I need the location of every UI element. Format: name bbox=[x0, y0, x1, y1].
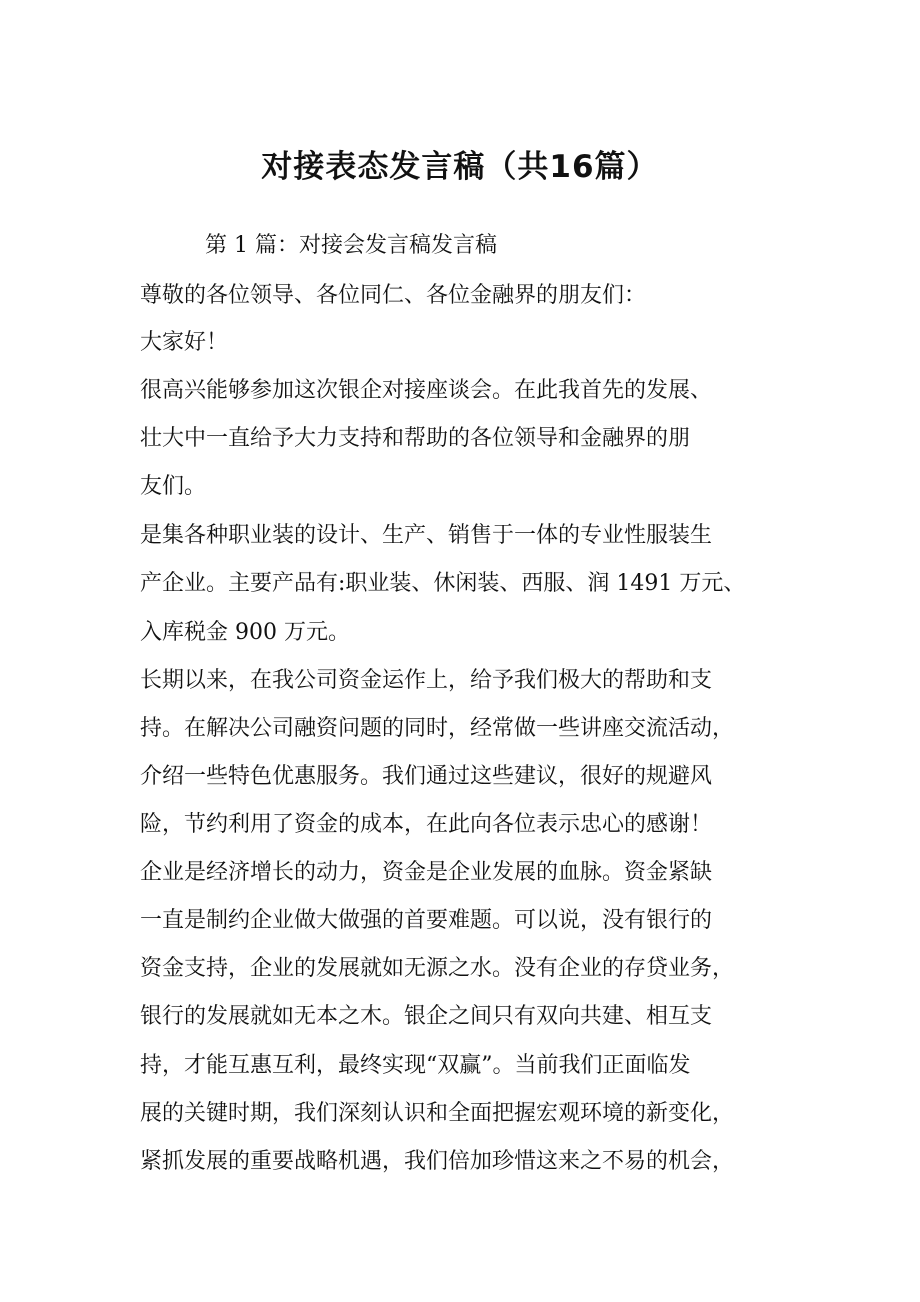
body-line: 险，节约利用了资金的成本，在此向各位表示忠心的感谢！ bbox=[140, 812, 713, 837]
body-line: 尊敬的各位领导、各位同仁、各位金融界的朋友们： bbox=[140, 283, 647, 308]
body-line: 壮大中一直给予大力支持和帮助的各位领导和金融界的朋 bbox=[140, 426, 691, 451]
body-line: 产企业。主要产品有:职业装、休闲装、西服、润 1491 万元、 bbox=[140, 571, 746, 596]
body-line: 介绍一些特色优惠服务。我们通过这些建议，很好的规避风 bbox=[140, 764, 713, 789]
body-line: 持。在解决公司融资问题的同时，经常做一些讲座交流活动， bbox=[140, 716, 735, 741]
body-line: 友们。 bbox=[140, 474, 207, 499]
body-line: 长期以来，在我公司资金运作上，给予我们极大的帮助和支 bbox=[140, 668, 713, 693]
body-line: 紧抓发展的重要战略机遇，我们倍加珍惜这来之不易的机会， bbox=[140, 1149, 735, 1174]
body-line: 大家好！ bbox=[140, 330, 229, 355]
body-line: 很高兴能够参加这次银企对接座谈会。在此我首先的发展、 bbox=[140, 378, 713, 403]
body-line: 入库税金 900 万元。 bbox=[140, 620, 350, 645]
body-line: 一直是制约企业做大做强的首要难题。可以说，没有银行的 bbox=[140, 908, 713, 933]
body-line: 企业是经济增长的动力，资金是企业发展的血脉。资金紧缺 bbox=[140, 860, 713, 885]
body-line: 银行的发展就如无本之木。银企之间只有双向共建、相互支 bbox=[140, 1004, 713, 1029]
body-line: 是集各种职业装的设计、生产、销售于一体的专业性服装生 bbox=[140, 523, 713, 548]
section-heading: 第 1 篇：对接会发言稿发言稿 bbox=[205, 233, 497, 258]
document-title: 对接表态发言稿（共16篇） bbox=[261, 149, 659, 185]
body-line: 展的关键时期，我们深刻认识和全面把握宏观环境的新变化， bbox=[140, 1101, 735, 1126]
body-line: 持，才能互惠互利，最终实现“双赢”。当前我们正面临发 bbox=[140, 1053, 691, 1078]
body-line: 资金支持，企业的发展就如无源之水。没有企业的存贷业务， bbox=[140, 956, 735, 981]
